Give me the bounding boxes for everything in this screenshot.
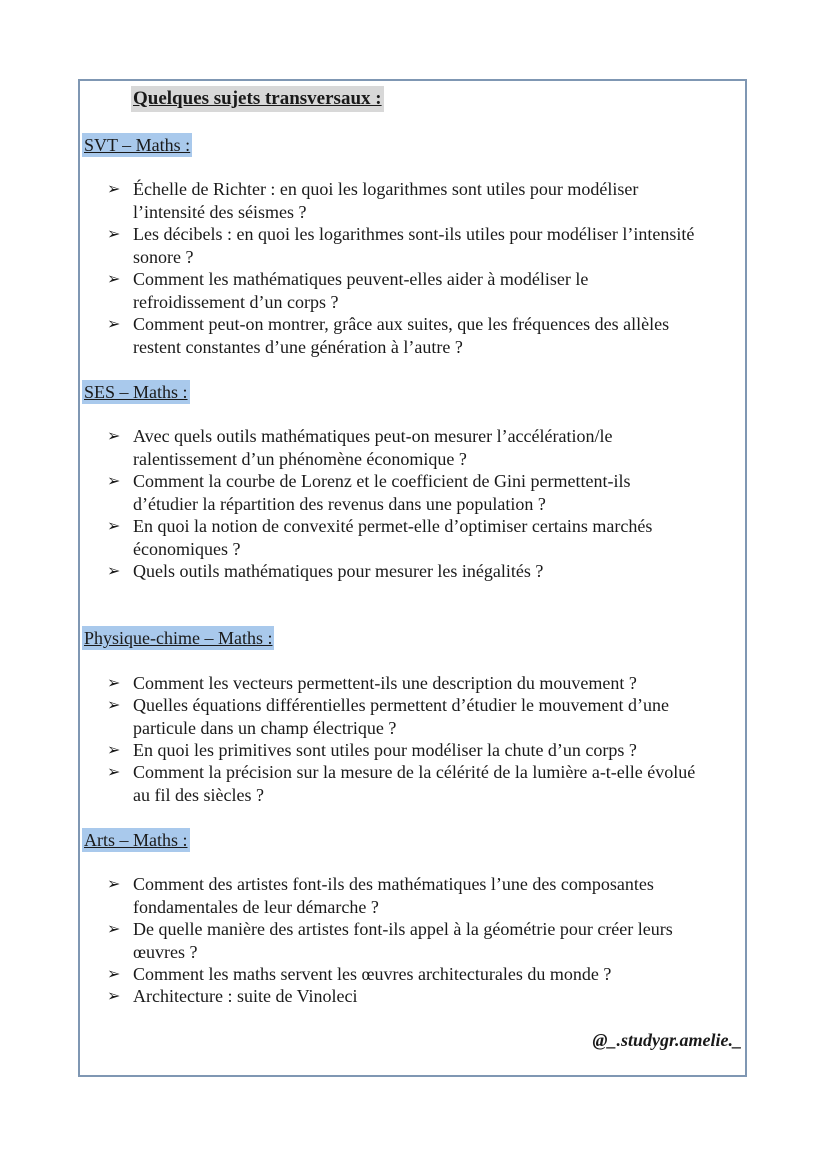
list-item: ➢ Comment des artistes font-ils des mathématiques l’une des composantes fondamentales de leur démarche ? [107,874,654,917]
list-item: ➢ Quels outils mathématiques pour mesurer les inégalités ? [107,561,544,581]
section-heading-ses: SES – Maths : [84,382,188,402]
arrowhead-bullet-icon: ➢ [107,314,121,333]
document-title: Quelques sujets transversaux : [131,86,384,112]
list-item: ➢ Comment la précision sur la mesure de la célérité de la lumière a-t-elle évolué au fil des siècles ? [107,762,696,805]
list-item: ➢ En quoi les primitives sont utiles pour modéliser la chute d’un corps ? [107,740,637,760]
arrowhead-bullet-icon: ➢ [107,964,121,983]
arrowhead-bullet-icon: ➢ [107,673,121,692]
arrowhead-bullet-icon: ➢ [107,695,121,714]
list-item: ➢ Comment la courbe de Lorenz et le coefficient de Gini permettent-ils d’étudier la répartition des revenus dans une population ? [107,471,631,514]
section-heading-arts: Arts – Maths : [84,830,188,850]
arrowhead-bullet-icon: ➢ [107,919,121,938]
arrowhead-bullet-icon: ➢ [107,269,121,288]
list-item: ➢ De quelle manière des artistes font-ils appel à la géométrie pour créer leurs œuvres ? [107,919,673,962]
arrowhead-bullet-icon: ➢ [107,986,121,1005]
list-item: ➢ Comment les maths servent les œuvres architecturales du monde ? [107,964,612,984]
arrowhead-bullet-icon: ➢ [107,179,121,198]
arrowhead-bullet-icon: ➢ [107,874,121,893]
list-item: ➢ Comment les mathématiques peuvent-elles aider à modéliser le refroidissement d’un corps ? [107,269,589,312]
list-item: ➢ Comment peut-on montrer, grâce aux suites, que les fréquences des allèles restent constantes d’une génération à l’autre ? [107,314,670,357]
arrowhead-bullet-icon: ➢ [107,516,121,535]
author-signature: @_.studygr.amelie._ [592,1030,742,1050]
list-item: ➢ Les décibels : en quoi les logarithmes sont-ils utiles pour modéliser l’intensité sonore ? [107,224,695,267]
arrowhead-bullet-icon: ➢ [107,561,121,580]
list-item: ➢ En quoi la notion de convexité permet-elle d’optimiser certains marchés économiques ? [107,516,653,559]
list-item: ➢ Échelle de Richter : en quoi les logarithmes sont utiles pour modéliser l’intensité des séismes ? [107,179,639,222]
arrowhead-bullet-icon: ➢ [107,762,121,781]
list-item: ➢ Quelles équations différentielles permettent d’étudier le mouvement d’une particule dans un champ électrique ? [107,695,669,738]
list-item: ➢ Avec quels outils mathématiques peut-on mesurer l’accélération/le ralentissement d’un phénomène économique ? [107,426,613,469]
list-item: ➢ Comment les vecteurs permettent-ils une description du mouvement ? [107,673,637,693]
arrowhead-bullet-icon: ➢ [107,224,121,243]
arrowhead-bullet-icon: ➢ [107,740,121,759]
arrowhead-bullet-icon: ➢ [107,471,121,490]
section-heading-svt: SVT – Maths : [84,135,191,155]
list-item: ➢ Architecture : suite de Vinoleci [107,986,358,1006]
section-heading-physique: Physique-chime – Maths : [84,628,273,648]
arrowhead-bullet-icon: ➢ [107,426,121,445]
